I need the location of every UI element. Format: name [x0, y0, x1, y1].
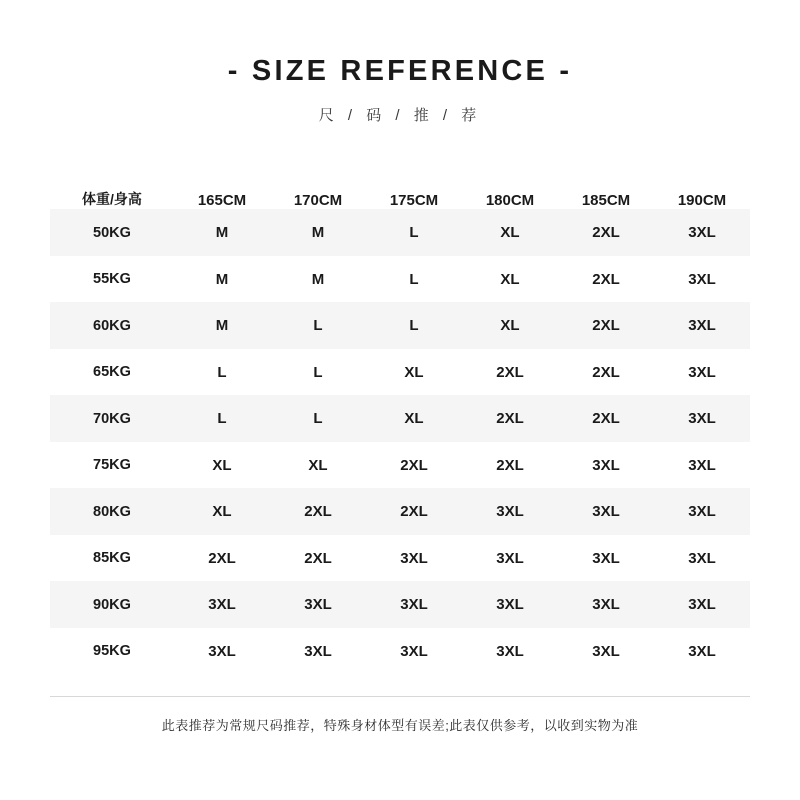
- table-body: [50, 209, 750, 674]
- size-cell: 2XL: [496, 363, 524, 381]
- size-cell: XL: [174, 488, 270, 535]
- footnote-text: 此表推荐为常规尺码推荐，特殊身材体型有误差;此表仅供参考，以收到实物为准: [161, 718, 639, 734]
- page-subtitle: 尺 / 码 / 推 / 荐: [318, 106, 482, 124]
- row-label: 85KG: [93, 550, 131, 567]
- size-cell: L: [270, 302, 366, 349]
- table-header: [50, 163, 750, 210]
- size-cell: L: [409, 270, 419, 288]
- size-cell: 3XL: [592, 642, 620, 660]
- page-title: - SIZE REFERENCE -: [227, 55, 573, 87]
- size-cell: 3XL: [366, 581, 462, 628]
- size-cell: 3XL: [654, 302, 750, 349]
- table-row: [50, 488, 750, 535]
- row-label: 90KG: [50, 581, 174, 628]
- divider: [50, 696, 750, 697]
- size-cell: XL: [308, 456, 328, 474]
- size-cell: 2XL: [496, 456, 524, 474]
- size-cell: M: [174, 302, 270, 349]
- size-cell: 3XL: [558, 581, 654, 628]
- size-cell: 3XL: [688, 642, 716, 660]
- size-cell: L: [174, 395, 270, 442]
- size-cell: L: [366, 209, 462, 256]
- size-cell: L: [217, 363, 227, 381]
- size-cell: 2XL: [558, 395, 654, 442]
- size-cell: 3XL: [654, 395, 750, 442]
- row-label: 65KG: [93, 364, 131, 381]
- size-cell: 3XL: [400, 549, 428, 567]
- size-cell: 3XL: [592, 549, 620, 567]
- table-header-row: [50, 163, 750, 210]
- size-cell: 3XL: [688, 549, 716, 567]
- column-header-185cm: 185CM: [581, 192, 631, 210]
- row-label: 75KG: [93, 457, 131, 474]
- size-cell: XL: [462, 209, 558, 256]
- size-cell: 2XL: [270, 488, 366, 535]
- column-header-180cm: 180CM: [485, 192, 535, 210]
- size-cell: 3XL: [654, 488, 750, 535]
- column-header-165cm: 165CM: [197, 192, 247, 210]
- table-row: [50, 256, 750, 303]
- column-header-175cm: 175CM: [389, 192, 439, 210]
- table-row: [50, 395, 750, 442]
- size-cell: 2XL: [558, 302, 654, 349]
- size-cell: XL: [212, 456, 232, 474]
- size-cell: 2XL: [592, 363, 620, 381]
- size-cell: 3XL: [270, 581, 366, 628]
- size-cell: M: [174, 209, 270, 256]
- row-label: 80KG: [50, 488, 174, 535]
- table-row: [50, 628, 750, 675]
- size-cell: XL: [462, 302, 558, 349]
- size-cell: 3XL: [654, 581, 750, 628]
- table-row: [50, 442, 750, 489]
- size-cell: M: [311, 270, 325, 288]
- column-header-190cm: 190CM: [677, 192, 727, 210]
- size-cell: 2XL: [558, 209, 654, 256]
- size-cell: XL: [500, 270, 520, 288]
- size-table-container: [50, 163, 750, 675]
- size-cell: 3XL: [174, 581, 270, 628]
- size-cell: 3XL: [558, 488, 654, 535]
- row-label: 95KG: [93, 643, 131, 660]
- table-row: [50, 302, 750, 349]
- table-row: [50, 209, 750, 256]
- size-cell: 2XL: [366, 488, 462, 535]
- size-cell: L: [366, 302, 462, 349]
- row-label: 60KG: [50, 302, 174, 349]
- size-cell: 2XL: [462, 395, 558, 442]
- size-cell: 3XL: [462, 581, 558, 628]
- size-cell: 2XL: [592, 270, 620, 288]
- column-header-weight-height: 体重/身高: [82, 191, 142, 208]
- row-label: 55KG: [93, 271, 131, 288]
- size-cell: M: [215, 270, 229, 288]
- size-cell: L: [270, 395, 366, 442]
- table-row: [50, 581, 750, 628]
- row-label: 50KG: [50, 209, 174, 256]
- size-cell: 3XL: [592, 456, 620, 474]
- size-cell: 3XL: [688, 270, 716, 288]
- table-row: [50, 535, 750, 582]
- size-cell: 3XL: [654, 209, 750, 256]
- size-cell: 3XL: [304, 642, 332, 660]
- size-cell: 3XL: [496, 549, 524, 567]
- size-cell: 3XL: [400, 642, 428, 660]
- size-cell: 2XL: [208, 549, 236, 567]
- size-reference-table: [50, 163, 750, 675]
- size-cell: 2XL: [304, 549, 332, 567]
- page-header: [0, 0, 800, 125]
- size-cell: L: [313, 363, 323, 381]
- size-cell: 3XL: [462, 488, 558, 535]
- row-label: 70KG: [50, 395, 174, 442]
- size-cell: 3XL: [208, 642, 236, 660]
- column-header-170cm: 170CM: [293, 192, 343, 210]
- size-cell: 3XL: [688, 456, 716, 474]
- size-cell: XL: [404, 363, 424, 381]
- size-cell: XL: [366, 395, 462, 442]
- size-cell: 3XL: [496, 642, 524, 660]
- size-cell: 2XL: [400, 456, 428, 474]
- size-cell: M: [270, 209, 366, 256]
- size-cell: 3XL: [688, 363, 716, 381]
- table-row: [50, 349, 750, 396]
